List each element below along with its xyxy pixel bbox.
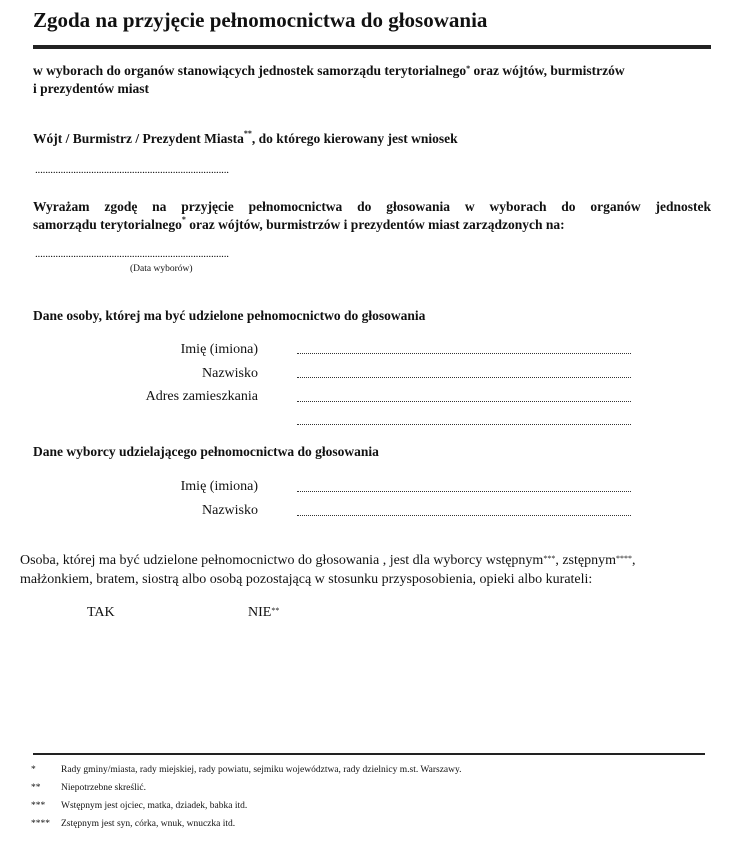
footnote-text-4: Zstępnym jest syn, córka, wnuk, wnuczka itd. <box>61 819 236 829</box>
relationship-line-1-c: , <box>631 553 636 568</box>
proxy-first-name-label: Imię (imiona) <box>180 342 258 357</box>
subtitle-text-a: w wyborach do organów stanowiących jednostek samorządu terytorialnego <box>33 63 467 78</box>
consent-line-2 <box>33 217 711 233</box>
footnote-text-2: Niepotrzebne skreślić. <box>61 783 146 793</box>
proxy-first-name-field[interactable] <box>297 353 631 354</box>
page-title: Zgoda na przyjęcie pełnomocnictwa do głosowania <box>33 8 488 32</box>
voter-first-name-label: Imię (imiona) <box>180 479 258 494</box>
voter-last-name-field[interactable] <box>297 515 631 516</box>
addressee-footnote-mark: ** <box>243 129 252 138</box>
answer-no-label: NIE <box>248 605 272 620</box>
subtitle-text-c: i prezydentów miast <box>33 81 149 96</box>
footnote-divider <box>33 753 705 755</box>
footnote-mark-1: * <box>31 765 36 775</box>
answer-no-footnote-mark: ** <box>271 606 280 615</box>
footnote-text-1: Rady gminy/miasta, rady miejskiej, rady powiatu, sejmiku województwa, rady dzielnicy m.st. Warszawy. <box>61 765 462 775</box>
answer-no[interactable] <box>248 603 279 622</box>
consent-footnote-mark: * <box>181 215 186 224</box>
footnote-mark-2: ** <box>31 783 41 793</box>
election-date-field[interactable]: ............................................................................ <box>35 248 229 260</box>
relationship-line-2: małżonkiem, bratem, siostrą albo osobą pozostającą w stosunku przysposobienia, opieki albo kurateli: <box>20 572 593 587</box>
subtitle-text-b: oraz wójtów, burmistrzów <box>470 63 625 78</box>
relationship-line-1-a: Osoba, której ma być udzielone pełnomocnictwo do głosowania , jest dla wyborcy wstępnym <box>20 553 544 568</box>
proxy-last-name-field[interactable] <box>297 377 631 378</box>
relationship-statement <box>20 551 736 589</box>
footnote-text-3: Wstępnym jest ojciec, matka, dziadek, babka itd. <box>61 801 248 811</box>
addressee-label <box>33 131 458 147</box>
footnote-mark-4: **** <box>31 819 50 829</box>
relationship-footnote-mark-3: *** <box>543 554 556 563</box>
proxy-section-heading: Dane osoby, której ma być udzielone pełnomocnictwo do głosowania <box>33 308 426 323</box>
relationship-line-1-b: , zstępnym <box>555 553 616 568</box>
page-subtitle <box>33 62 713 98</box>
answer-yes[interactable]: TAK <box>87 605 115 620</box>
proxy-address-label: Adres zamieszkania <box>145 389 258 404</box>
voter-first-name-field[interactable] <box>297 491 631 492</box>
addressee-field[interactable]: ............................................................................ <box>35 164 229 176</box>
consent-line-2-a: samorządu terytorialnego <box>33 217 182 232</box>
addressee-label-a: Wójt / Burmistrz / Prezydent Miasta <box>33 131 244 146</box>
proxy-address-field-line-2[interactable] <box>297 424 631 425</box>
footnote-mark-3: *** <box>31 801 46 811</box>
title-divider <box>33 45 711 49</box>
voter-last-name-label: Nazwisko <box>202 503 258 518</box>
election-date-caption: (Data wyborów) <box>130 264 193 274</box>
subtitle-footnote-mark: * <box>466 64 471 73</box>
consent-line-2-b: oraz wójtów, burmistrzów i prezydentów miast zarządzonych na: <box>185 217 565 232</box>
relationship-footnote-mark-4: **** <box>615 554 632 563</box>
proxy-last-name-label: Nazwisko <box>202 366 258 381</box>
voter-section-heading: Dane wyborcy udzielającego pełnomocnictwa do głosowania <box>33 444 379 459</box>
addressee-label-b: , do którego kierowany jest wniosek <box>251 131 458 146</box>
proxy-address-field-line-1[interactable] <box>297 401 631 402</box>
consent-line-1: Wyrażam zgodę na przyjęcie pełnomocnictwa do głosowania w wyborach do organów jednostek <box>33 199 711 214</box>
